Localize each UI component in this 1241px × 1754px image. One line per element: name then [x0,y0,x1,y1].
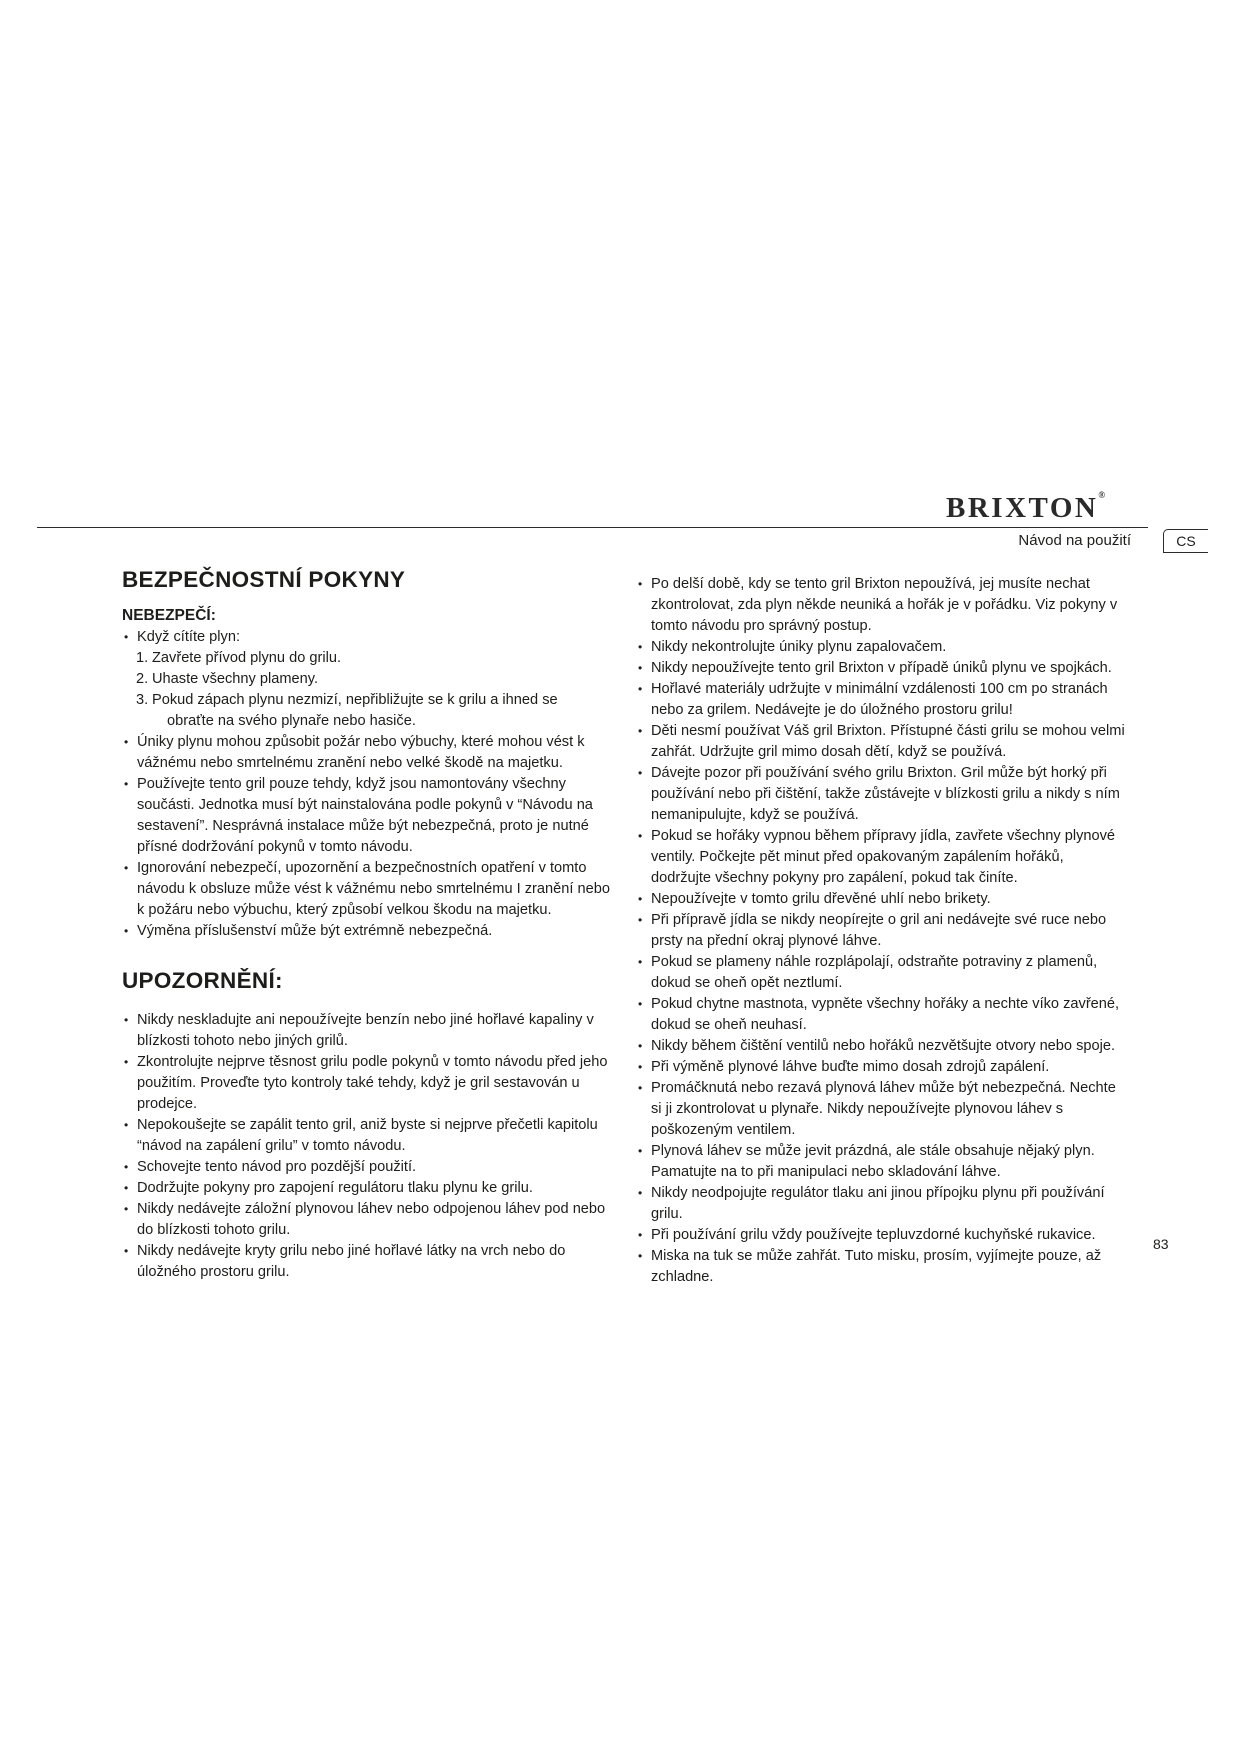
list-item: • Nepokoušejte se zapálit tento gril, aniž byste si nejprve přečetli kapitolu “návod na zapálení grilu” v tomto návodu. [122,1115,617,1157]
list-item: • Promáčknutá nebo rezavá plynová láhev může být nebezpečná. Nechte si ji zkontrolovat u plynaře. Nikdy nepoužívejte plynovou láhev s poškozeným ventilem. [636,1078,1126,1141]
warning-list [122,1010,617,1283]
language-tab: CS [1163,529,1208,553]
list-item: • Nikdy nekontrolujte úniky plynu zapalovačem. [636,637,1126,658]
list-item: • Při výměně plynové láhve buďte mimo dosah zdrojů zapálení. [636,1057,1126,1078]
safety-title: BEZPEČNOSTNÍ POKYNY [122,567,406,592]
list-item: • Po delší době, kdy se tento gril Brixton nepoužívá, jej musíte nechat zkontrolovat, zda plyn někde neuniká a hořák je v pořádku. Viz pokyny v tomto návodu pro správný postup. [636,574,1126,637]
brand-name: BRIXTON [946,492,1099,524]
list-item: • Dávejte pozor při používání svého grilu Brixton. Gril může být horký při používání nebo při čištění, takže zůstávejte v blízkosti grilu a nikdy s ním nemanipulujte, když se používá. [636,763,1126,826]
list-item: • Nikdy neodpojujte regulátor tlaku ani jinou přípojku plynu při používání grilu. [636,1183,1126,1225]
registered-mark: ® [1098,490,1106,500]
list-item: • Nikdy nedávejte záložní plynovou láhev nebo odpojenou láhev pod nebo do blízkosti tohoto grilu. [122,1199,617,1241]
numbered-step: 2. Uhaste všechny plameny. [136,671,319,687]
header-rule [37,527,1148,528]
document-subtitle: Návod na použití [1018,532,1131,549]
numbered-step: 1. Zavřete přívod plynu do grilu. [136,650,342,666]
list-item: • Hořlavé materiály udržujte v minimální vzdálenosti 100 cm po stranách nebo za grilem. Nedávejte je do úložného prostoru grilu! [636,679,1126,721]
warning-title: UPOZORNĚNÍ: [122,968,283,993]
list-item: • Pokud se plameny náhle rozplápolají, odstraňte potraviny z plamenů, dokud se oheň opět neztlumí. [636,952,1126,994]
list-item: • Nepoužívejte v tomto grilu dřevěné uhlí nebo brikety. [636,889,1126,910]
list-item: • Nikdy neskladujte ani nepoužívejte benzín nebo jiné hořlavé kapaliny v blízkosti tohoto nebo jiných grilů. [122,1010,617,1052]
list-item: • Ignorování nebezpečí, upozornění a bezpečnostních opatření v tomto návodu k obsluze může vést k vážnému nebo smrtelnému I zranění nebo k požáru nebo výbuchu, který způsobí velkou škodu na majetku. [122,858,617,921]
list-item: • Při používání grilu vždy používejte tepluvzdorné kuchyňské rukavice. [636,1225,1126,1246]
list-item: • Používejte tento gril pouze tehdy, když jsou namontovány všechny součásti. Jednotka musí být nainstalována podle pokynů v “Návodu na sestavení”. Nesprávná instalace může být nebezpečná, proto je nutné přísné dodržování pokynů v tomto návodu. [122,774,617,858]
list-item: • Nikdy nepoužívejte tento gril Brixton v případě úniků plynu ve spojkách. [636,658,1126,679]
list-item: • Úniky plynu mohou způsobit požár nebo výbuchy, které mohou vést k vážnému nebo smrtelnému zranění nebo velké škodě na majetku. [122,732,617,774]
list-item: • Miska na tuk se může zahřát. Tuto misku, prosím, vyjímejte pouze, až zchladne. [636,1246,1126,1288]
list-item: • Pokud chytne mastnota, vypněte všechny hořáky a nechte víko zavřené, dokud se oheň neuhasí. [636,994,1126,1036]
danger-list [122,627,617,648]
right-column [636,574,1126,1288]
page-number: 83 [1153,1236,1169,1252]
list-item: • Děti nesmí používat Váš gril Brixton. Přístupné části grilu se mohou velmi zahřát. Udržujte gril mimo dosah dětí, když se používá. [636,721,1126,763]
list-item: • Nikdy nedávejte kryty grilu nebo jiné hořlavé látky na vrch nebo do úložného prostoru grilu. [122,1241,617,1283]
list-item: • Když cítíte plyn: [122,627,617,648]
danger-heading: NEBEZPEČÍ: [122,607,216,624]
list-item: • Schovejte tento návod pro pozdější použití. [122,1157,617,1178]
list-item: • Nikdy během čištění ventilů nebo hořáků nezvětšujte otvory nebo spoje. [636,1036,1126,1057]
list-item: • Pokud se hořáky vypnou během přípravy jídla, zavřete všechny plynové ventily. Počkejte pět minut před opakovaným zapálením hořáků, dodržujte všechny pokyny pro zapálení, pokud tak činíte. [636,826,1126,889]
list-item: • Dodržujte pokyny pro zapojení regulátoru tlaku plynu ke grilu. [122,1178,617,1199]
list-item: • Zkontrolujte nejprve těsnost grilu podle pokynů v tomto návodu před jeho použitím. Proveďte tyto kontroly také tehdy, když je gril sestavován u prodejce. [122,1052,617,1115]
safety-list-continued [636,574,1126,1288]
gas-steps-list [122,648,617,732]
left-column [122,566,617,1283]
numbered-step: 3. Pokud zápach plynu nezmizí, nepřibližujte se k grilu a ihned se obraťte na svého plynaře nebo hasiče. [136,692,558,729]
danger-list-continued [122,732,617,942]
list-item: • Plynová láhev se může jevit prázdná, ale stále obsahuje nějaký plyn. Pamatujte na to při manipulaci nebo skladování láhve. [636,1141,1126,1183]
list-item: • Výměna příslušenství může být extrémně nebezpečná. [122,921,617,942]
list-item: • Při přípravě jídla se nikdy neopírejte o gril ani nedávejte své ruce nebo prsty na přední okraj plynové láhve. [636,910,1126,952]
brand-logo [946,492,1146,525]
